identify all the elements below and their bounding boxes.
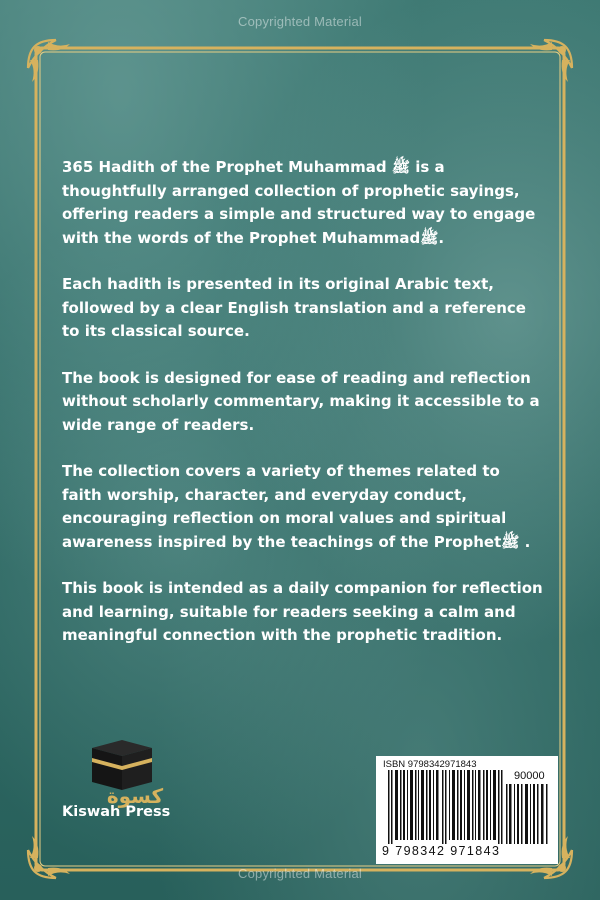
description-paragraph-4: The collection covers a variety of themes related to faith worship, character, and everyday conduct, encouraging reflection on moral values and spiritual awareness inspired by the teachings of the Prophetﷺ . [62, 462, 531, 551]
description-paragraph-2: Each hadith is presented in its original Arabic text, followed by a clear English translation and a reference to its classical source. [62, 275, 526, 340]
watermark-bottom: Copyrighted Material [238, 866, 362, 881]
price-barcode-bars [506, 784, 550, 844]
book-description [62, 156, 544, 671]
isbn-label: ISBN 9798342971843 [383, 759, 477, 770]
isbn-barcode [376, 756, 558, 864]
logo-arabic-text: كسوة [106, 784, 164, 808]
publisher-name: Kiswah Press [62, 804, 171, 820]
barcode-bars [388, 770, 504, 844]
price-code: 90000 [514, 770, 545, 782]
description-paragraph-3: The book is designed for ease of reading and reflection without scholarly commentary, making it accessible to a wide range of readers. [62, 368, 540, 434]
watermark-top: Copyrighted Material [238, 14, 362, 29]
description-paragraph-5: This book is intended as a daily companion for reflection and learning, suitable for readers seeking a calm and meaningful connection with the prophetic tradition. [62, 579, 543, 644]
barcode-digits: 9 798342 971843 [382, 844, 501, 858]
description-paragraph-1: 365 Hadith of the Prophet Muhammad ﷺ is a thoughtfully arranged collection of prophetic sayings, offering readers a simple and structured way to engage with the words of the Prophet Muhammadﷺ. [62, 158, 536, 247]
